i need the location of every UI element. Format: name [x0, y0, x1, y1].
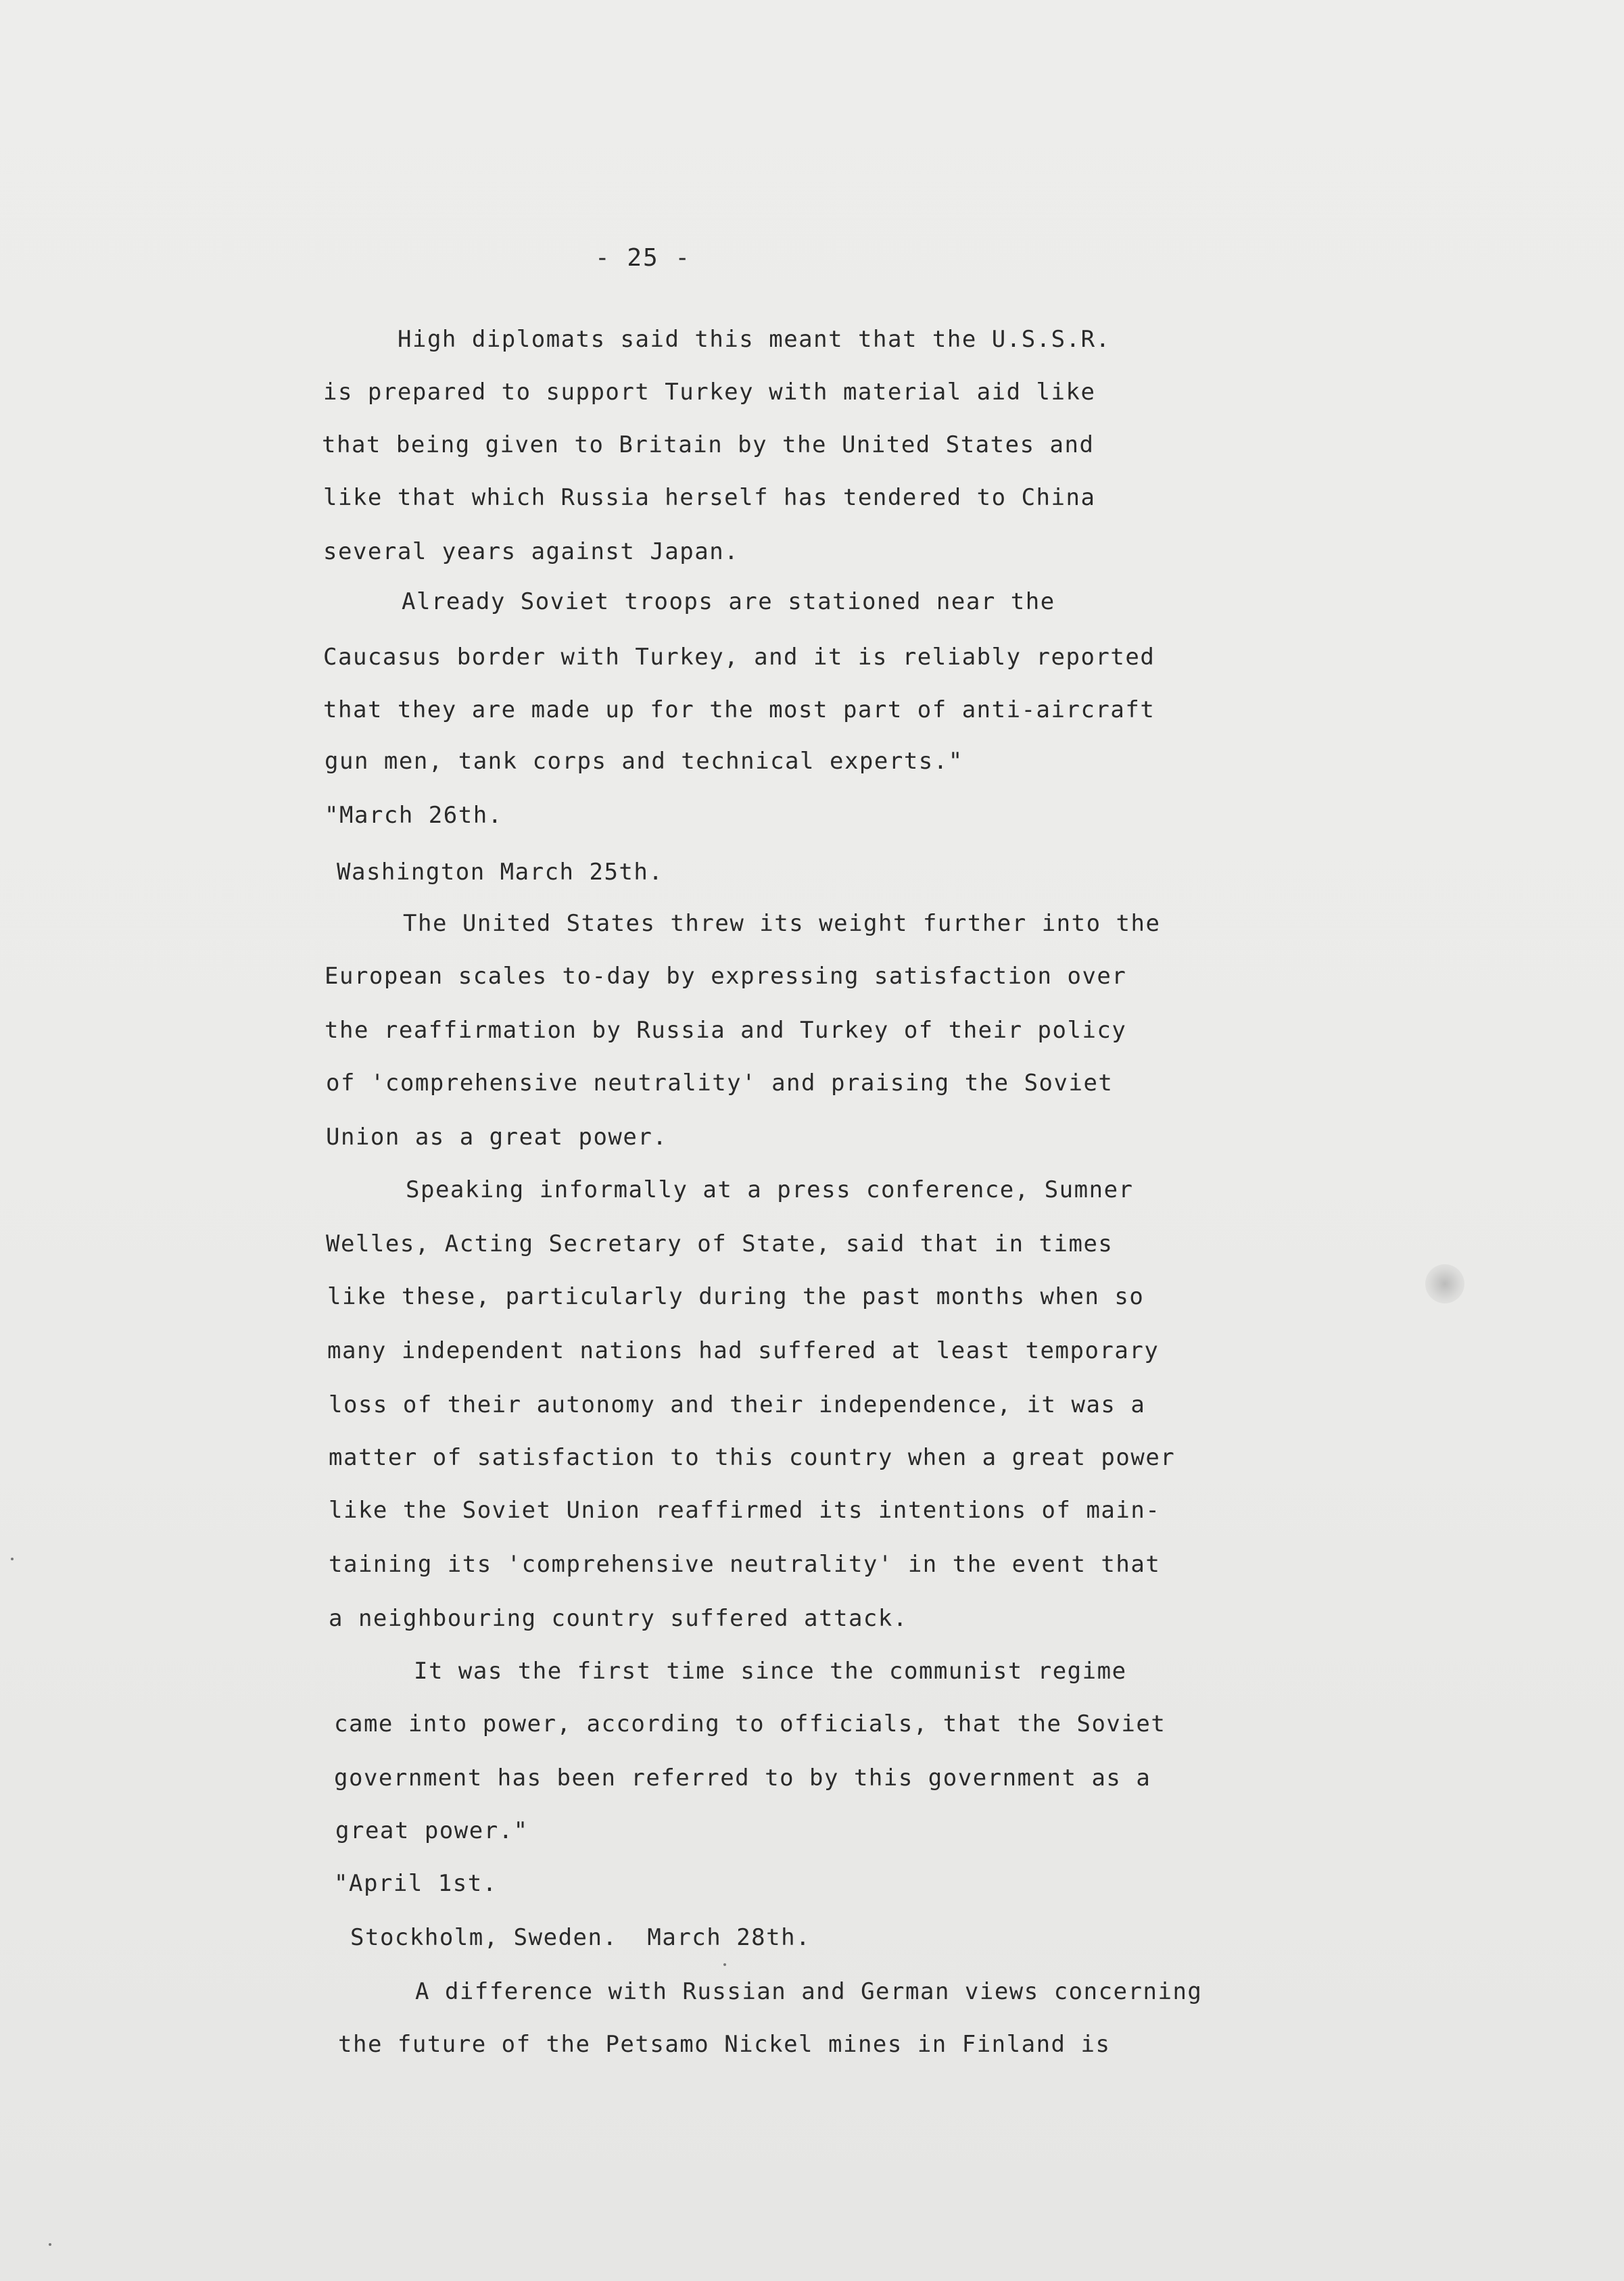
text-line: that being given to Britain by the United States and [322, 431, 1095, 458]
text-line: is prepared to support Turkey with material aid like [323, 379, 1096, 406]
text-line: Speaking informally at a press conference, Sumner [406, 1176, 1134, 1203]
text-line: that they are made up for the most part of anti-aircraft [323, 696, 1155, 723]
text-line: It was the first time since the communist regime [414, 1658, 1127, 1685]
text-line: like the Soviet Union reaffirmed its intentions of main- [329, 1497, 1161, 1524]
text-line: gun men, tank corps and technical experts." [325, 748, 963, 775]
text-line: "March 26th. [325, 802, 503, 829]
text-line: Stockholm, Sweden. March 28th. [350, 1924, 811, 1951]
text-line: Welles, Acting Secretary of State, said that in times [326, 1230, 1114, 1257]
text-line: of 'comprehensive neutrality' and praising the Soviet [326, 1070, 1114, 1097]
text-line: great power." [335, 1817, 529, 1844]
text-line: the reaffirmation by Russia and Turkey of their policy [325, 1017, 1127, 1044]
page-number: - 25 - [595, 244, 692, 272]
text-line: matter of satisfaction to this country when a great power [329, 1444, 1176, 1471]
text-line: The United States threw its weight further into the [403, 910, 1161, 937]
text-line: "April 1st. [334, 1870, 498, 1897]
text-line: European scales to-day by expressing satisfaction over [325, 963, 1127, 990]
text-line: a neighbouring country suffered attack. [329, 1605, 908, 1632]
paper-speck [49, 2243, 51, 2246]
text-line: Washington March 25th. [337, 859, 664, 886]
text-line: several years against Japan. [323, 538, 740, 565]
text-line: loss of their autonomy and their independence, it was a [329, 1391, 1146, 1418]
paper-speck [11, 1558, 14, 1560]
text-line: came into power, according to officials, that the Soviet [334, 1710, 1166, 1737]
text-line: like that which Russia herself has tendered to China [323, 484, 1096, 511]
text-line: Caucasus border with Turkey, and it is reliably reported [323, 644, 1155, 671]
text-line: Union as a great power. [326, 1124, 668, 1151]
text-line: taining its 'comprehensive neutrality' in the event that [329, 1551, 1161, 1578]
paper-speck [723, 1963, 726, 1966]
text-line: A difference with Russian and German views concerning [415, 1978, 1203, 2005]
text-line: many independent nations had suffered at least temporary [327, 1337, 1160, 1364]
paper-smudge [1425, 1264, 1464, 1303]
text-line: the future of the Petsamo Nickel mines in Finland is [338, 2031, 1111, 2058]
text-line: like these, particularly during the past months when so [327, 1283, 1145, 1310]
text-line: government has been referred to by this government as a [334, 1764, 1151, 1792]
text-line: Already Soviet troops are stationed near the [402, 588, 1055, 615]
text-line: High diplomats said this meant that the U.S.S.R. [398, 326, 1111, 353]
